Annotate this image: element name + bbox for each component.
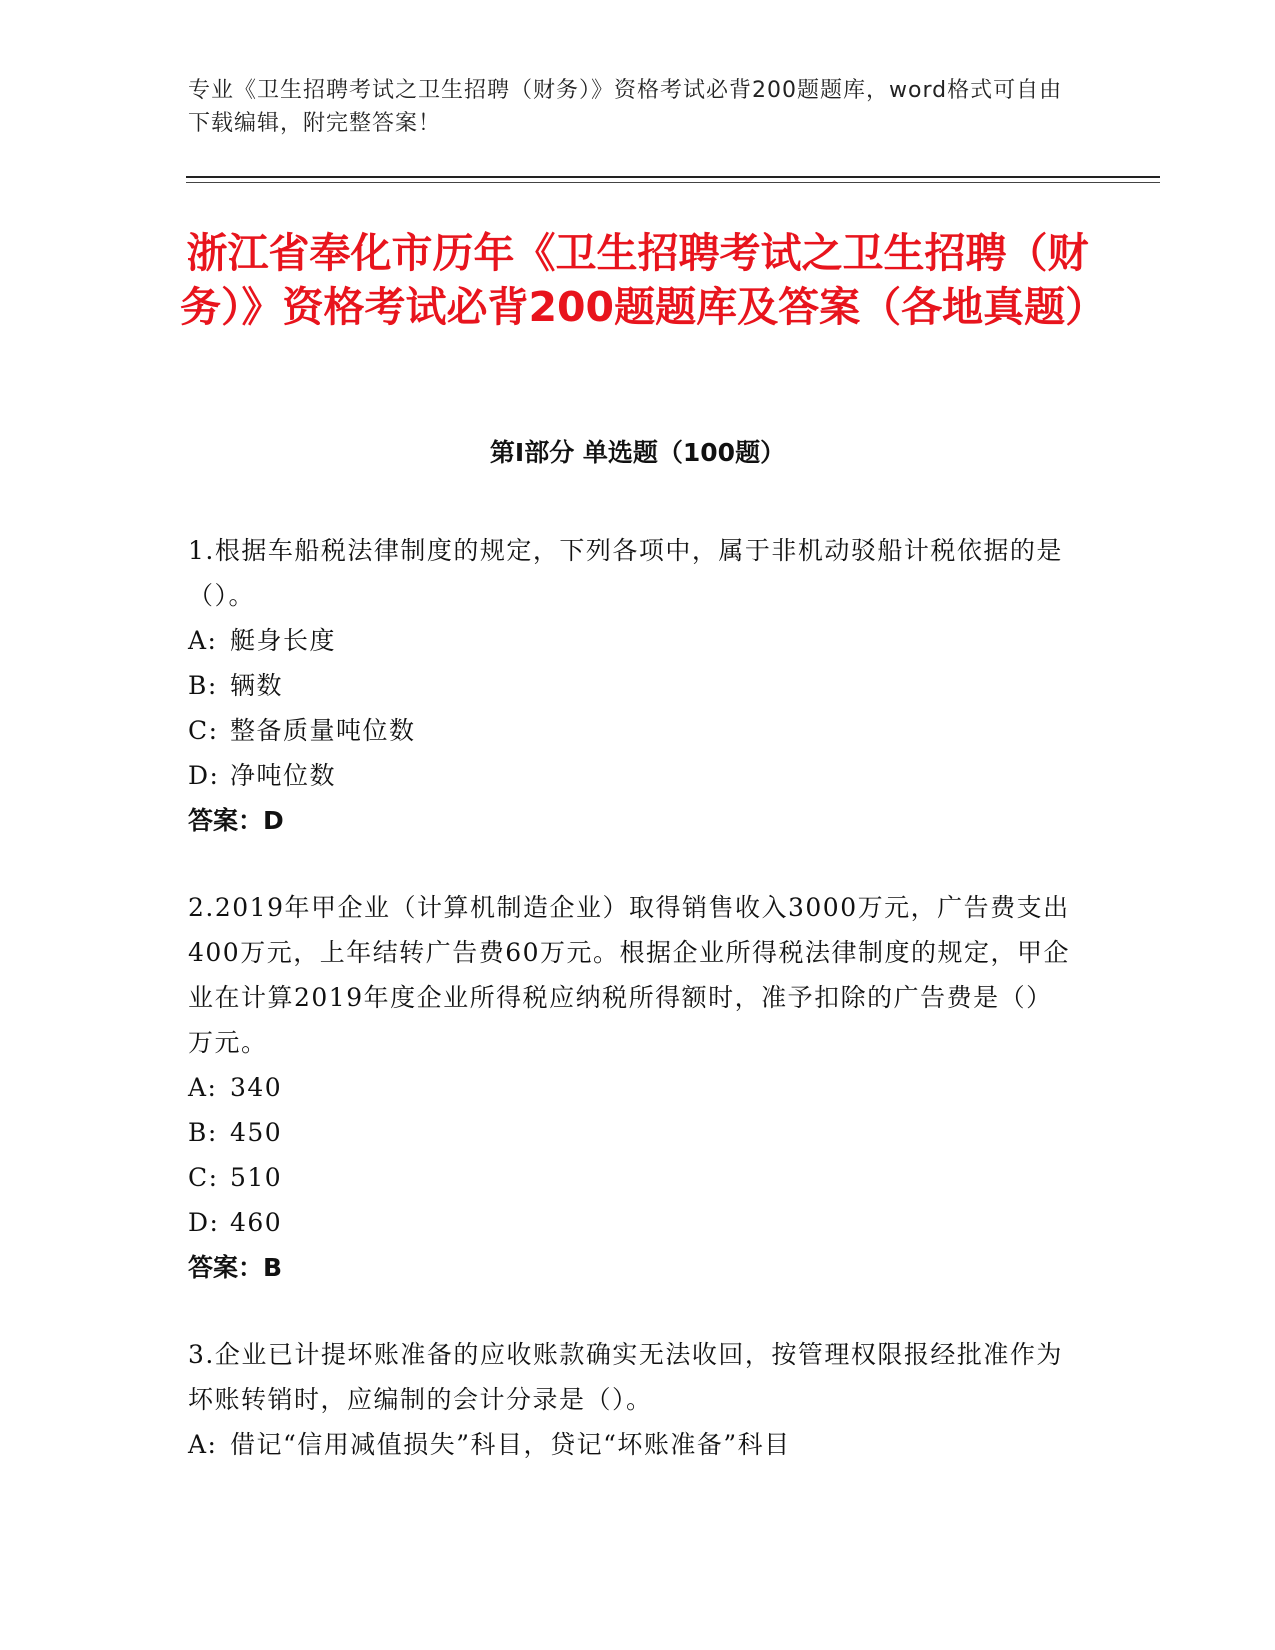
option-text: 借记“信用减值损失”科目，贷记“坏账准备”科目 xyxy=(230,1430,791,1459)
option-text: 460 xyxy=(230,1208,283,1237)
option-b xyxy=(188,663,1078,708)
option-a xyxy=(188,618,1078,663)
option-letter: C: xyxy=(188,1163,219,1192)
option-text: 艇身长度 xyxy=(230,626,337,655)
question-3 xyxy=(188,1332,1078,1467)
option-d xyxy=(188,1200,1078,1245)
option-text: 340 xyxy=(230,1073,283,1102)
option-text: 净吨位数 xyxy=(230,761,337,790)
option-text: 辆数 xyxy=(230,671,284,700)
option-letter: A: xyxy=(188,626,218,655)
question-1 xyxy=(188,528,1078,843)
question-list xyxy=(188,528,1078,1509)
option-letter: A: xyxy=(188,1430,218,1459)
question-2 xyxy=(188,885,1078,1290)
option-letter: D: xyxy=(188,761,220,790)
option-c xyxy=(188,1155,1078,1200)
option-a xyxy=(188,1065,1078,1110)
section-title: 第Ⅰ部分 单选题（100题） xyxy=(489,438,786,467)
option-letter: B: xyxy=(188,1118,218,1147)
option-a xyxy=(188,1422,1078,1467)
question-stem: 3.企业已计提坏账准备的应收账款确实无法收回，按管理权限报经批准作为坏账转销时，应编制的会计分录是（）。 xyxy=(188,1340,1063,1414)
option-letter: A: xyxy=(188,1073,218,1102)
option-text: 整备质量吨位数 xyxy=(230,716,416,745)
header-divider-thin xyxy=(186,182,1160,183)
answer-line: 答案：D xyxy=(188,806,284,835)
question-stem: 1.根据车船税法律制度的规定，下列各项中，属于非机动驳船计税依据的是（）。 xyxy=(188,536,1063,610)
option-c xyxy=(188,708,1078,753)
option-b xyxy=(188,1110,1078,1155)
option-letter: C: xyxy=(188,716,219,745)
option-letter: B: xyxy=(188,671,218,700)
option-text: 510 xyxy=(230,1163,283,1192)
option-letter: D: xyxy=(188,1208,220,1237)
header-divider-thick xyxy=(186,176,1160,178)
question-stem: 2.2019年甲企业（计算机制造企业）取得销售收入3000万元，广告费支出400万元，上年结转广告费60万元。根据企业所得税法律制度的规定，甲企业在计算2019年度企业所得税应纳税所得额时，准予扣除的广告费是（）万元。 xyxy=(188,893,1071,1057)
answer-line: 答案：B xyxy=(188,1253,283,1282)
option-text: 450 xyxy=(230,1118,283,1147)
document-title: 浙江省奉化市历年《卫生招聘考试之卫生招聘（财务）》资格考试必背200题题库及答案（各地真题） xyxy=(180,229,1107,331)
header-note: 专业《卫生招聘考试之卫生招聘（财务）》资格考试必背200题题库，word格式可自由下载编辑，附完整答案！ xyxy=(188,78,1063,136)
option-d xyxy=(188,753,1078,798)
